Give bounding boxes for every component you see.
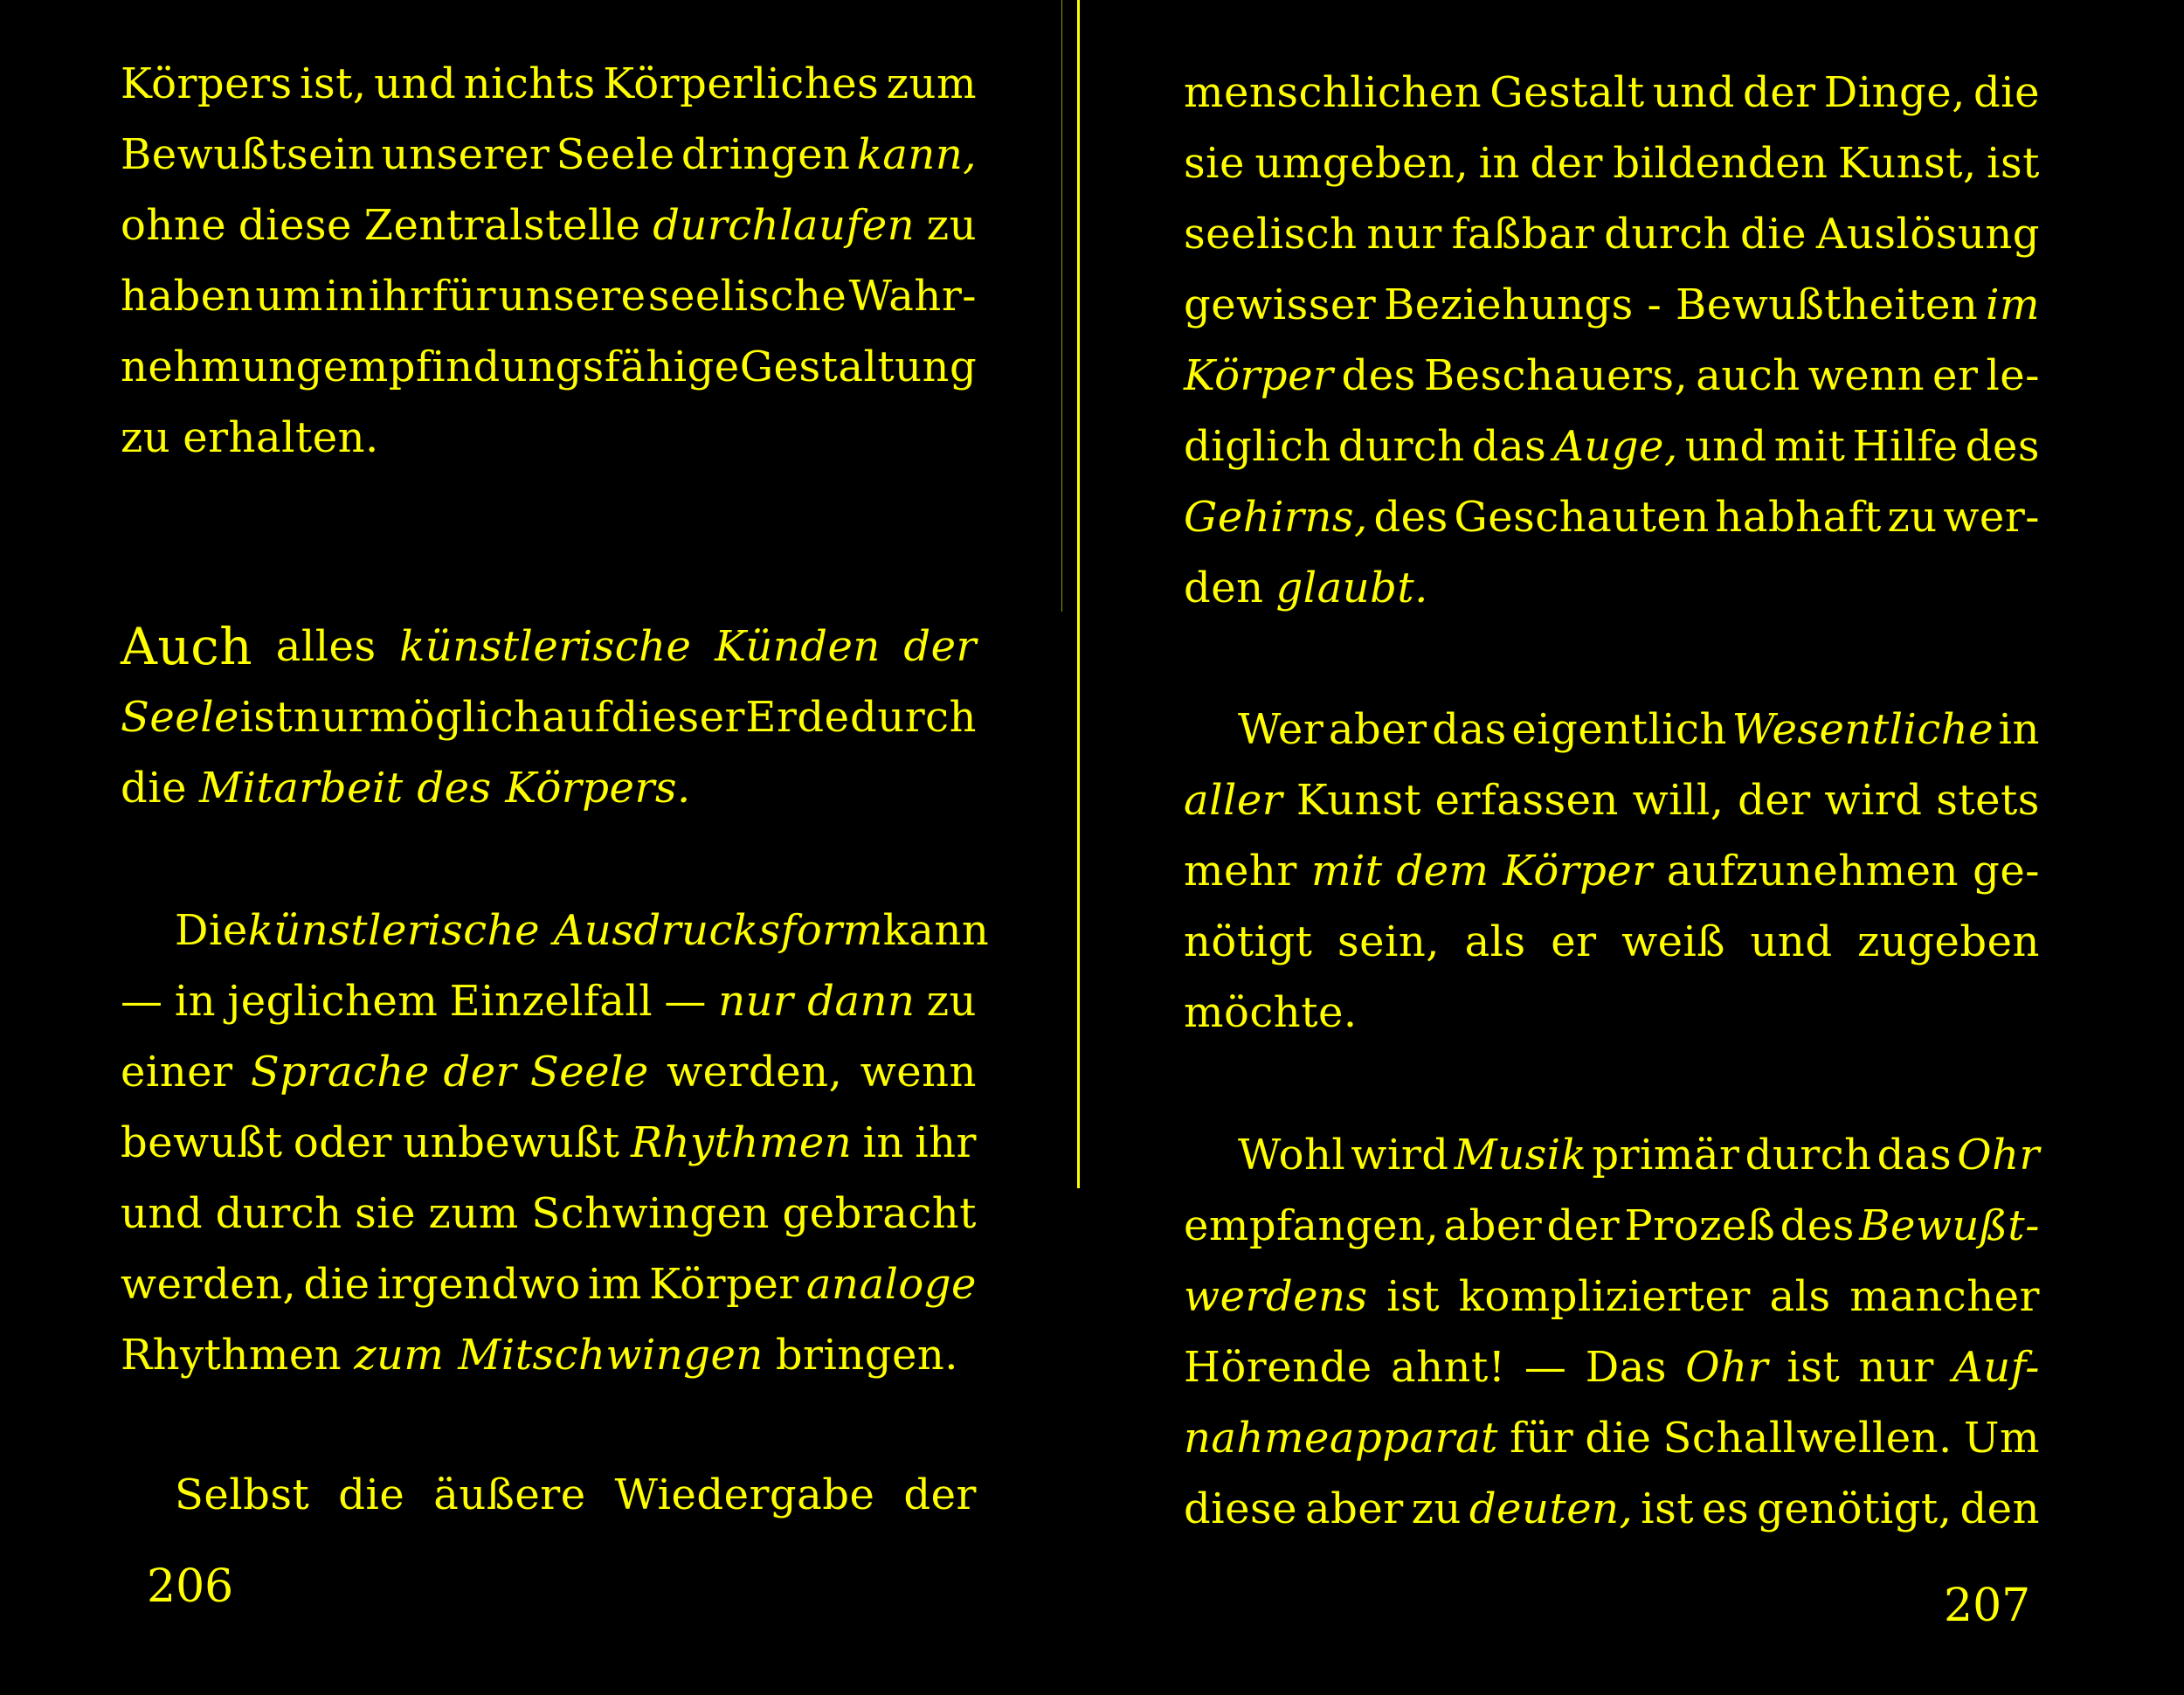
word: das — [1432, 705, 1507, 754]
text-line — [121, 1460, 977, 1531]
text-line — [121, 1037, 977, 1108]
word: irgendwo — [377, 1260, 581, 1309]
word: Um — [1963, 1414, 2040, 1463]
word: dieser — [611, 693, 745, 742]
word: Schallwellen. — [1662, 1414, 1952, 1463]
word: der — [1743, 68, 1816, 117]
word: möchte. — [1184, 988, 1358, 1037]
word: Schwingen — [531, 1189, 770, 1238]
word: zum — [886, 59, 977, 108]
word: Gestaltung — [739, 342, 978, 391]
word: ist — [1641, 1484, 1695, 1533]
word: gewisser — [1184, 280, 1377, 329]
text-line — [121, 612, 977, 682]
book-spine-line — [1077, 0, 1080, 1188]
word: Künden — [715, 622, 881, 671]
word: Körpers — [121, 59, 293, 108]
word: Auf- — [1952, 1343, 2040, 1392]
word: in — [174, 977, 217, 1026]
word: Erde — [745, 693, 850, 742]
word: in — [325, 272, 367, 321]
word: die — [303, 1260, 370, 1309]
word: diese — [238, 201, 352, 250]
word: kann, — [856, 130, 977, 179]
word: — — [664, 977, 707, 1026]
text-line — [1184, 412, 2040, 482]
word: haben — [121, 272, 254, 321]
word: primär — [1592, 1131, 1740, 1180]
word: werdens — [1184, 1272, 1368, 1321]
text-line — [1184, 978, 2040, 1048]
word: nur — [1858, 1343, 1934, 1392]
right-paragraph-2 — [1184, 695, 2040, 1048]
word: und — [1750, 917, 1833, 966]
page-number-right: 207 — [1944, 1580, 2031, 1632]
word: für — [432, 272, 496, 321]
word: zum Mitschwingen — [354, 1331, 764, 1380]
text-line — [121, 261, 977, 332]
word: Die — [175, 906, 248, 955]
word: einer — [121, 1048, 233, 1097]
word: die — [1973, 68, 2040, 117]
word: empfangen, — [1184, 1201, 1440, 1250]
text-line — [121, 896, 990, 966]
word: — — [1524, 1343, 1567, 1392]
word: Rhythmen — [121, 1331, 342, 1380]
word: Körper — [1184, 351, 1334, 400]
text-line — [121, 403, 977, 474]
word: ist — [1987, 139, 2040, 188]
word: des — [1373, 493, 1448, 542]
word: mit — [1773, 422, 1846, 471]
word: diese — [1184, 1484, 1298, 1533]
word: der — [903, 1470, 977, 1519]
word: nahmeapparat — [1184, 1414, 1498, 1463]
word: ist — [1386, 1272, 1441, 1321]
word: stets — [1936, 776, 2040, 825]
word: glaubt. — [1275, 564, 1428, 612]
word: er — [1932, 351, 1979, 400]
word: Kunst — [1296, 776, 1421, 825]
word: aufzunehmen — [1666, 847, 1959, 896]
word: Wahr- — [848, 272, 977, 321]
word: seelische — [647, 272, 847, 321]
word: Auge, — [1553, 422, 1678, 471]
text-line — [121, 1249, 977, 1320]
word: menschlichen — [1184, 68, 1482, 117]
word: und — [1684, 422, 1767, 471]
word: ist — [239, 693, 294, 742]
word: der — [1738, 776, 1811, 825]
word: Beschauers, — [1423, 351, 1689, 400]
text-line — [1184, 1262, 2040, 1332]
word: kann — [882, 906, 990, 955]
text-line — [1184, 1332, 2040, 1403]
word: seelisch — [1184, 210, 1358, 259]
text-line — [121, 1179, 977, 1249]
word: den — [1959, 1484, 2040, 1533]
word: unbewußt — [403, 1118, 620, 1167]
book-gutter-shadow — [1061, 0, 1062, 612]
text-line — [121, 332, 977, 403]
word: durch — [215, 1189, 342, 1238]
word: den — [1184, 564, 1264, 612]
word: weiß — [1621, 917, 1725, 966]
word: sein, — [1337, 917, 1441, 966]
text-line — [1184, 907, 2040, 978]
word: wird — [1824, 776, 1923, 825]
text-line — [1184, 1403, 2040, 1474]
word: will, — [1632, 776, 1724, 825]
word: mehr — [1184, 847, 1297, 896]
word: le- — [1986, 351, 2040, 400]
word: Selbst — [175, 1470, 310, 1519]
text-line — [121, 120, 977, 190]
text-line — [1184, 482, 2040, 553]
word: durch — [850, 693, 977, 742]
word: Einzelfall — [449, 977, 653, 1026]
word: zum — [428, 1189, 519, 1238]
word: faßbar — [1451, 210, 1595, 259]
word: um — [255, 272, 323, 321]
word: genötigt, — [1757, 1484, 1952, 1533]
word: unsere — [498, 272, 646, 321]
word: jeglichem — [227, 977, 439, 1026]
word: Prozeß — [1624, 1201, 1776, 1250]
text-line — [121, 49, 977, 120]
left-paragraph-4 — [121, 1460, 977, 1531]
word: Hörende — [1184, 1343, 1372, 1392]
word: es — [1702, 1484, 1750, 1533]
text-line — [1184, 1191, 2040, 1262]
word: Rhythmen — [630, 1118, 853, 1167]
word: Das — [1585, 1343, 1667, 1392]
word: äußere — [433, 1470, 586, 1519]
word: die — [1739, 210, 1807, 259]
word: künstlerische Ausdrucksform — [247, 906, 883, 955]
word: bewußt — [121, 1118, 283, 1167]
text-line — [1184, 1120, 2040, 1191]
word: durchlaufen — [653, 201, 916, 250]
text-line — [1184, 765, 2040, 836]
word: Ohr — [1685, 1343, 1769, 1392]
word: der — [1546, 1201, 1621, 1250]
word: mit dem Körper — [1310, 847, 1653, 896]
word: zu — [926, 201, 977, 250]
word: Geschauten — [1454, 493, 1710, 542]
word: komplizierter — [1458, 1272, 1751, 1321]
text-line — [121, 753, 977, 824]
word: umgeben, — [1254, 139, 1469, 188]
word: Beziehungs - Bewußtheiten — [1383, 280, 1979, 329]
word: erfassen — [1434, 776, 1619, 825]
word: Wesentliche — [1731, 705, 1994, 754]
word: das — [1876, 1131, 1952, 1180]
word: zu — [926, 977, 977, 1026]
word: alles — [275, 622, 377, 671]
word: bringen. — [775, 1331, 959, 1380]
text-line — [121, 190, 977, 261]
word: im — [1986, 280, 2040, 329]
word: durch — [1745, 1131, 1872, 1180]
text-line — [121, 682, 977, 753]
word: erhalten. — [183, 413, 379, 462]
word: des — [1780, 1201, 1855, 1250]
left-paragraph-2 — [121, 612, 977, 824]
word: aber — [1328, 705, 1427, 754]
word: Auslösung — [1815, 210, 2040, 259]
word: Hilfe — [1852, 422, 1959, 471]
word: durch — [1337, 422, 1465, 471]
word: Auch — [121, 617, 253, 676]
text-line — [1184, 128, 2040, 199]
text-line — [121, 1108, 977, 1179]
word: Gehirns, — [1184, 493, 1368, 542]
word: künstlerische — [399, 622, 692, 671]
word: Wohl — [1238, 1131, 1346, 1180]
word: für — [1510, 1414, 1574, 1463]
word: nur — [1366, 210, 1442, 259]
word: Wer — [1238, 705, 1324, 754]
word: das — [1471, 422, 1547, 471]
word: aller — [1184, 776, 1283, 825]
word: wenn — [1807, 351, 1925, 400]
text-line — [1184, 695, 2040, 765]
text-line — [1184, 270, 2040, 341]
word: nichts — [463, 59, 596, 108]
word: sie — [355, 1189, 416, 1238]
word: Bewußtsein — [121, 130, 376, 179]
word: Ohr — [1957, 1131, 2040, 1180]
word: in — [1478, 139, 1520, 188]
word: ist, — [300, 59, 367, 108]
word: als — [1769, 1272, 1831, 1321]
word: diglich — [1184, 422, 1331, 471]
word: dringen — [681, 130, 851, 179]
word: er — [1551, 917, 1597, 966]
word: bildenden — [1613, 139, 1828, 188]
word: des — [1965, 422, 2040, 471]
word: im — [588, 1260, 642, 1309]
word: nehmung — [121, 342, 323, 391]
word: ohne — [121, 201, 227, 250]
word: Kunst, — [1837, 139, 1977, 188]
word: in — [862, 1118, 904, 1167]
word: Musik — [1454, 1131, 1587, 1180]
word: oder — [293, 1118, 392, 1167]
word: Mitarbeit des Körpers. — [198, 764, 691, 813]
word: auch — [1696, 351, 1800, 400]
word: Seele — [556, 130, 675, 179]
word: ist — [1787, 1343, 1841, 1392]
word: wird — [1351, 1131, 1449, 1180]
word: und — [121, 1189, 204, 1238]
word: Körper — [649, 1260, 799, 1309]
word: wer- — [1943, 493, 2040, 542]
word: Körperliches — [603, 59, 880, 108]
word: zugeben — [1857, 917, 2040, 966]
text-line — [121, 1320, 977, 1391]
word: Bewußt- — [1859, 1201, 2040, 1250]
text-line — [1184, 1474, 2040, 1545]
word: des — [1341, 351, 1416, 400]
word: und — [1652, 68, 1735, 117]
word: werden, — [667, 1048, 843, 1097]
word: Seele — [121, 693, 239, 742]
word: Sprache der Seele — [250, 1048, 649, 1097]
word: mancher — [1849, 1272, 2040, 1321]
word: ihr — [368, 272, 431, 321]
word: und — [374, 59, 457, 108]
word: die — [1585, 1414, 1652, 1463]
word: — — [121, 977, 163, 1026]
word: habhaft — [1715, 493, 1882, 542]
word: auf — [542, 693, 611, 742]
word: in — [1998, 705, 2040, 754]
word: sie — [1184, 139, 1245, 188]
page-number-left: 206 — [147, 1560, 234, 1613]
text-line — [1184, 58, 2040, 128]
left-paragraph-3 — [121, 896, 990, 1391]
word: aber — [1305, 1484, 1404, 1533]
word: zu — [1411, 1484, 1462, 1533]
word: möglich — [369, 693, 542, 742]
word: zu — [121, 413, 171, 462]
word: deuten, — [1469, 1484, 1634, 1533]
word: die — [338, 1470, 405, 1519]
word: durch — [1604, 210, 1731, 259]
word: werden, — [121, 1260, 297, 1309]
word: eigentlich — [1511, 705, 1727, 754]
right-paragraph-1 — [1184, 58, 2040, 624]
word: empfindungsfähige — [322, 342, 740, 391]
word: Dinge, — [1823, 68, 1966, 117]
left-paragraph-1 — [121, 49, 977, 474]
text-line — [1184, 553, 2040, 624]
word: nur — [293, 693, 370, 742]
word: analoge — [805, 1260, 977, 1309]
word: Wiedergabe — [614, 1470, 875, 1519]
word: aber — [1443, 1201, 1543, 1250]
word: nötigt — [1184, 917, 1313, 966]
left-page — [121, 0, 990, 1695]
word: ahnt! — [1391, 1343, 1506, 1392]
word: Zentralstelle — [363, 201, 641, 250]
text-line — [1184, 836, 2040, 907]
word: der — [1530, 139, 1603, 188]
text-line — [1184, 341, 2040, 412]
word: die — [121, 764, 187, 813]
word: als — [1464, 917, 1526, 966]
word: Gestalt — [1489, 68, 1645, 117]
word: gebracht — [782, 1189, 977, 1238]
word: der — [903, 622, 977, 671]
word: ge- — [1973, 847, 2040, 896]
word: nur dann — [718, 977, 916, 1026]
text-line — [121, 966, 977, 1037]
word: ihr — [915, 1118, 977, 1167]
right-page — [1184, 0, 2040, 1695]
text-line — [1184, 199, 2040, 270]
word: unserer — [381, 130, 550, 179]
right-paragraph-3 — [1184, 1120, 2040, 1545]
word: wenn — [860, 1048, 977, 1097]
word: zu — [1887, 493, 1938, 542]
